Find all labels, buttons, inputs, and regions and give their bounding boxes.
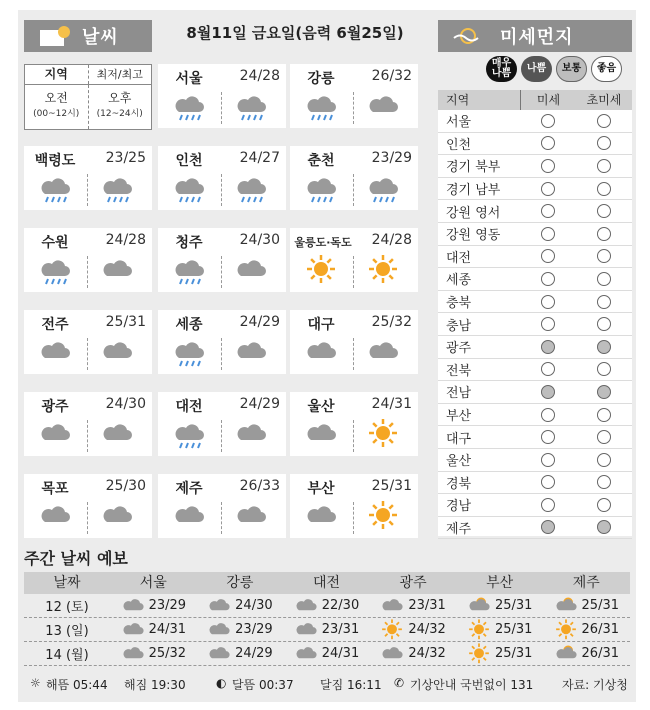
dust-row (438, 404, 632, 427)
weekly-temp: 24/32 (408, 622, 446, 637)
dust-region: 강원 영서 (446, 205, 501, 221)
weekly-head-city: 대전 (312, 575, 341, 591)
cloud-icon (100, 418, 134, 450)
dust-row (438, 155, 632, 178)
city-name: 세종 (175, 317, 203, 333)
city-name: 전주 (41, 317, 69, 333)
dust-region: 경기 남부 (446, 183, 501, 199)
cloud-icon (380, 638, 404, 670)
city-temp: 23/29 (371, 150, 412, 166)
city-temp: 24/28 (239, 68, 280, 84)
dust-region: 전남 (446, 386, 472, 402)
dust-head-region: 지역 (446, 93, 470, 107)
dust-region: 부산 (446, 409, 472, 425)
city-card (290, 146, 418, 210)
dust-row (438, 291, 632, 314)
city-name: 춘천 (307, 153, 335, 169)
rain-cloud-icon (38, 172, 72, 204)
dust-row (438, 313, 632, 336)
pm10-level-dot (541, 453, 555, 467)
city-temp: 24/27 (239, 150, 280, 166)
phone-icon: ✆ (394, 676, 405, 690)
weekly-cell (370, 638, 457, 670)
dust-region: 강원 영동 (446, 228, 501, 244)
dust-row (438, 517, 632, 540)
weekly-cell (543, 638, 630, 670)
weekly-temp: 22/30 (321, 598, 360, 613)
cloud-icon (38, 336, 72, 368)
city-temp: 26/32 (371, 68, 412, 84)
sun-cloud-icon (38, 24, 72, 48)
pm25-level-dot (597, 520, 611, 534)
pm25-level-dot (597, 159, 611, 173)
pm10-level-dot (541, 249, 555, 263)
weekly-cell (283, 638, 370, 670)
weekly-temp: 25/31 (494, 598, 533, 613)
pm10-level-dot (541, 317, 555, 331)
dust-region: 서울 (446, 115, 472, 131)
weather-title: 날씨 (82, 27, 119, 48)
rain-cloud-icon (100, 172, 134, 204)
dust-region: 경남 (446, 499, 472, 515)
city-name: 부산 (307, 481, 335, 497)
dust-header (438, 20, 632, 52)
dust-title: 미세먼지 (500, 27, 574, 48)
dust-region: 충북 (446, 296, 472, 312)
rain-cloud-icon (38, 254, 72, 286)
city-card (158, 474, 286, 538)
weekly-title: 주간 날씨 예보 (24, 549, 128, 568)
weekly-date: 13 (일) (45, 624, 89, 639)
pm25-level-dot (597, 362, 611, 376)
pm25-level-dot (597, 227, 611, 241)
legend-am-range: (00~12시) (33, 109, 80, 119)
dust-head-pm25: 초미세 (586, 93, 622, 107)
moonset-time: 달짐 16:11 (320, 678, 382, 692)
city-temp: 25/31 (371, 478, 412, 494)
weekly-temp: 24/32 (408, 646, 446, 661)
dust-region: 세종 (446, 273, 472, 289)
weekly-head-city: 광주 (399, 575, 427, 591)
pm25-level-dot (597, 408, 611, 422)
cloud-icon (234, 500, 268, 532)
city-card (24, 474, 152, 538)
pm25-level-dot (597, 182, 611, 196)
dust-row (438, 110, 632, 133)
city-name: 강릉 (307, 71, 335, 87)
city-card (158, 392, 286, 456)
moon-icon: ◐ (216, 676, 227, 690)
pm10-level-dot (541, 204, 555, 218)
city-temp: 25/31 (105, 314, 146, 330)
pm10-level-dot (541, 385, 555, 399)
weekly-head-city: 강릉 (226, 575, 254, 591)
city-name: 수원 (41, 235, 69, 251)
weekly-table (24, 572, 630, 666)
pm10-level-dot (541, 362, 555, 376)
legend-pm-range: (12~24시) (96, 109, 143, 119)
weekly-head-city: 서울 (139, 575, 167, 591)
city-name: 대전 (175, 399, 203, 415)
sunrise-icon: ☼ (30, 676, 41, 690)
dust-row (438, 336, 632, 359)
dust-region: 대구 (446, 431, 472, 447)
cloud-icon (207, 638, 231, 670)
dust-row (438, 178, 632, 201)
info-line: 기상안내 국번없이 131 (410, 678, 534, 692)
weekly-temp: 23/29 (148, 598, 187, 613)
dust-region: 경기 북부 (446, 160, 501, 176)
sun-icon (366, 418, 400, 450)
sun-icon (366, 254, 400, 286)
weekly-temp: 24/29 (235, 646, 273, 661)
pm25-level-dot (597, 385, 611, 399)
city-temp: 24/29 (239, 314, 280, 330)
sun-icon (467, 638, 491, 670)
city-name: 청주 (175, 235, 203, 251)
dust-row (438, 359, 632, 382)
city-card (158, 310, 286, 374)
weekly-head-city: 제주 (572, 575, 600, 591)
weekly-head-date: 날짜 (53, 575, 81, 591)
dust-legend (486, 56, 622, 82)
weekly-temp: 25/31 (494, 622, 533, 637)
city-name: 인천 (175, 153, 203, 169)
cloud-icon (366, 336, 400, 368)
weekly-temp: 26/31 (581, 622, 619, 637)
date-label: 8월11일 금요일(음력 6월25일) (186, 24, 404, 42)
weekly-temp: 26/31 (581, 646, 619, 661)
weekly-temp: 24/31 (321, 646, 360, 661)
pm25-level-dot (597, 498, 611, 512)
city-temp: 25/32 (371, 314, 412, 330)
cloud-icon (294, 638, 318, 670)
legend-am: 오전 (44, 91, 68, 105)
city-temp: 24/31 (371, 396, 412, 412)
cloud-icon (234, 336, 268, 368)
weekly-temp: 23/31 (408, 598, 446, 613)
pm25-level-dot (597, 114, 611, 128)
city-card (158, 146, 286, 210)
dust-region: 전북 (446, 363, 472, 379)
weekly-temp: 23/29 (235, 622, 273, 637)
city-temp: 26/33 (239, 478, 280, 494)
sun-cloud-icon (554, 638, 578, 670)
city-name: 서울 (175, 71, 203, 87)
weekly-cell (110, 638, 197, 670)
pm25-level-dot (597, 204, 611, 218)
city-name: 백령도 (34, 153, 76, 169)
dust-row (438, 494, 632, 517)
pm10-level-dot (541, 136, 555, 150)
city-temp: 24/28 (105, 232, 146, 248)
rain-cloud-icon (172, 254, 206, 286)
city-temp: 24/30 (239, 232, 280, 248)
pm10-level-dot (541, 498, 555, 512)
city-card (290, 310, 418, 374)
cloud-icon (38, 500, 72, 532)
city-name: 울산 (307, 399, 335, 415)
pm25-level-dot (597, 340, 611, 354)
city-name: 목포 (41, 481, 69, 497)
weekly-temp: 23/31 (321, 622, 360, 637)
dust-row (438, 246, 632, 269)
pm25-level-dot (597, 136, 611, 150)
city-card (290, 228, 418, 292)
dust-row (438, 472, 632, 495)
moderate-badge: 보통 (556, 56, 587, 82)
dust-row (438, 268, 632, 291)
cloud-icon (304, 336, 338, 368)
weekly-date: 14 (월) (45, 648, 89, 663)
pm25-level-dot (597, 272, 611, 286)
good-badge: 좋음 (591, 56, 622, 82)
legend-region: 지역 (25, 65, 89, 84)
city-name: 제주 (175, 481, 203, 497)
rain-cloud-icon (172, 418, 206, 450)
city-temp: 24/29 (239, 396, 280, 412)
pm25-level-dot (597, 453, 611, 467)
city-name: 대구 (307, 317, 335, 333)
dust-region: 울산 (446, 454, 472, 470)
cloud-icon (366, 90, 400, 122)
pm25-level-dot (597, 475, 611, 489)
weekly-temp: 25/32 (148, 646, 187, 661)
city-card (24, 392, 152, 456)
dust-region: 대전 (446, 250, 472, 266)
city-card (24, 146, 152, 210)
dust-region: 광주 (446, 341, 472, 357)
weekly-temp: 24/31 (148, 622, 187, 637)
legend-card (24, 64, 152, 130)
pm10-level-dot (541, 114, 555, 128)
rain-cloud-icon (172, 336, 206, 368)
city-name: 울릉도·독도 (294, 236, 352, 249)
sunset-time: 해짐 19:30 (124, 678, 186, 692)
legend-minmax: 최저/최고 (96, 68, 143, 81)
city-card (158, 228, 286, 292)
weekly-temp: 25/31 (581, 598, 619, 613)
rain-cloud-icon (366, 172, 400, 204)
city-temp: 23/25 (105, 150, 146, 166)
pm10-level-dot (541, 227, 555, 241)
dust-row (438, 133, 632, 156)
very-bad-badge: 매우 나쁨 (486, 56, 517, 82)
dust-table-header (438, 90, 632, 110)
cloud-icon (172, 500, 206, 532)
pm25-level-dot (597, 430, 611, 444)
weekly-cell (197, 638, 284, 670)
dust-row (438, 200, 632, 223)
pm10-level-dot (541, 408, 555, 422)
city-temp: 24/30 (105, 396, 146, 412)
dust-row (438, 426, 632, 449)
dust-region: 충남 (446, 318, 472, 334)
dust-icon (452, 25, 488, 47)
rain-cloud-icon (172, 90, 206, 122)
city-card (158, 64, 286, 128)
dust-row (438, 449, 632, 472)
city-temp: 25/30 (105, 478, 146, 494)
pm25-level-dot (597, 295, 611, 309)
city-card (24, 310, 152, 374)
rain-cloud-icon (172, 172, 206, 204)
dust-head-pm10: 미세 (520, 90, 576, 110)
cloud-icon (38, 418, 72, 450)
dust-table (438, 90, 632, 536)
cloud-icon (234, 254, 268, 286)
cloud-icon (100, 336, 134, 368)
pm10-level-dot (541, 475, 555, 489)
city-card (290, 474, 418, 538)
dust-row (438, 381, 632, 404)
weather-header (24, 20, 152, 52)
rain-cloud-icon (304, 90, 338, 122)
sun-icon (366, 500, 400, 532)
dust-region: 제주 (446, 521, 472, 537)
city-card (24, 228, 152, 292)
city-card (290, 64, 418, 128)
pm10-level-dot (541, 295, 555, 309)
pm10-level-dot (541, 159, 555, 173)
weekly-date: 12 (토) (45, 600, 89, 615)
pm10-level-dot (541, 272, 555, 286)
source-label: 자료: 기상청 (562, 678, 628, 692)
cloud-icon (100, 500, 134, 532)
rain-cloud-icon (234, 172, 268, 204)
cloud-icon (100, 254, 134, 286)
pm10-level-dot (541, 182, 555, 196)
cloud-icon (121, 638, 145, 670)
dust-region: 인천 (446, 137, 472, 153)
weekly-row (24, 642, 630, 666)
sun-icon (304, 254, 338, 286)
pm10-level-dot (541, 340, 555, 354)
sunrise-time: 해뜸 05:44 (46, 678, 108, 692)
cloud-icon (304, 500, 338, 532)
dust-row (438, 223, 632, 246)
dust-region: 경북 (446, 476, 472, 492)
legend-pm: 오후 (108, 91, 132, 105)
cloud-icon (234, 418, 268, 450)
weekly-cell (456, 638, 543, 670)
city-temp: 24/28 (371, 232, 412, 248)
rain-cloud-icon (234, 90, 268, 122)
city-card (290, 392, 418, 456)
pm10-level-dot (541, 430, 555, 444)
cloud-icon (304, 418, 338, 450)
pm25-level-dot (597, 317, 611, 331)
weekly-temp: 25/31 (494, 646, 533, 661)
bad-badge: 나쁨 (521, 56, 552, 82)
weekly-head-city: 부산 (486, 575, 514, 591)
moonrise-time: 달뜸 00:37 (232, 678, 294, 692)
pm10-level-dot (541, 520, 555, 534)
city-name: 광주 (41, 399, 69, 415)
weekly-temp: 24/30 (235, 598, 273, 613)
rain-cloud-icon (304, 172, 338, 204)
pm25-level-dot (597, 249, 611, 263)
